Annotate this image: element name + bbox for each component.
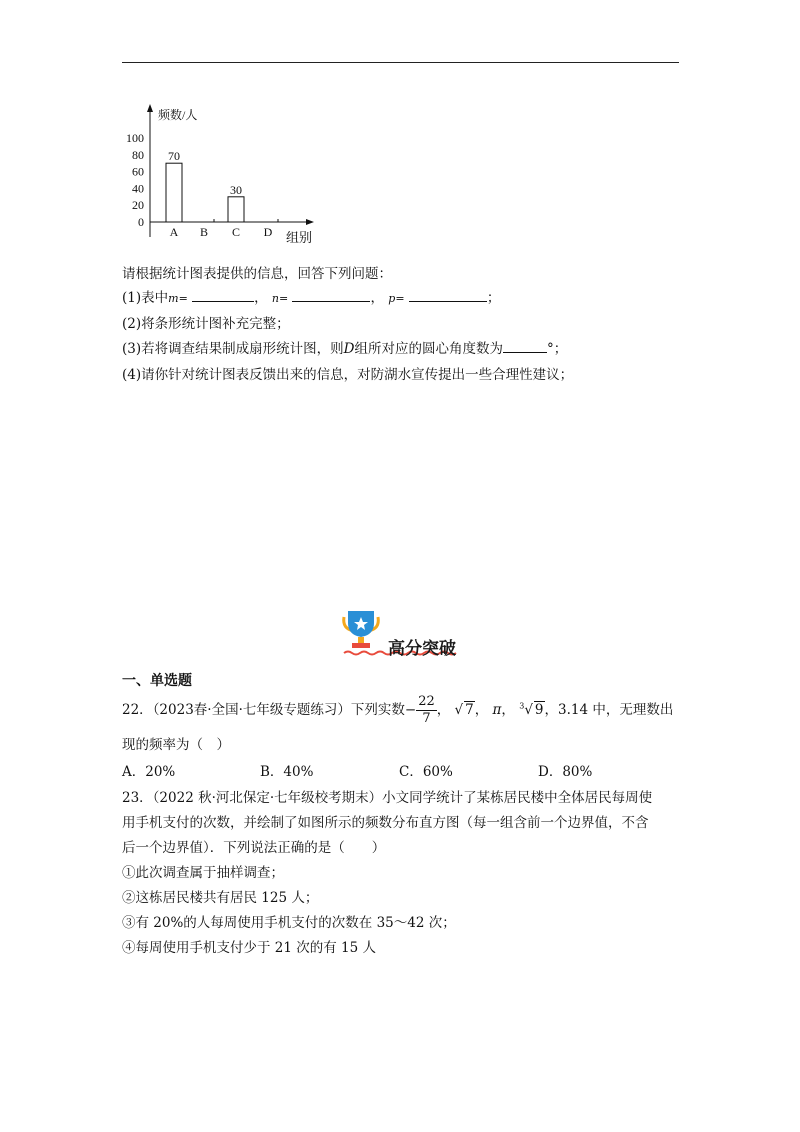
q22-text-b: ，3.14 中，无理数出 xyxy=(544,702,674,718)
q22-option-c[interactable]: C．60% xyxy=(399,764,453,780)
cbrt-icon: √ xyxy=(524,702,533,718)
eq-m: = xyxy=(178,292,188,305)
q22-minus: − xyxy=(404,702,417,718)
eq-p: = xyxy=(395,292,405,305)
x-tick-A: A xyxy=(169,225,179,239)
y-tick-label: 40 xyxy=(132,181,144,196)
y-tick-label: 80 xyxy=(132,147,144,162)
q22-option-d[interactable]: D．80% xyxy=(538,764,593,780)
question-2: (2)将条形统计图补充完整； xyxy=(122,316,290,332)
q22-sep3: ， xyxy=(501,702,515,718)
x-axis-label: 组别 xyxy=(286,230,313,245)
bar-A xyxy=(166,163,182,222)
section-title: 一、单选题 xyxy=(122,673,192,689)
x-axis-arrow xyxy=(306,219,314,225)
q22-line1 xyxy=(122,694,673,727)
q22-line2: 现的频率为（ ） xyxy=(122,737,230,753)
data-label-C: 30 xyxy=(230,182,242,197)
q22-pi: π xyxy=(492,702,502,718)
blank-m[interactable] xyxy=(192,288,254,302)
question-intro: 请根据统计图表提供的信息，回答下列问题： xyxy=(122,266,392,282)
var-n: n xyxy=(271,292,279,305)
q23-statement-2: ②这栋居民楼共有居民 125 人； xyxy=(122,890,319,906)
q1-prefix: (1)表中 xyxy=(122,290,169,306)
bar-chart xyxy=(118,102,328,252)
y-tick-label: 60 xyxy=(132,164,144,179)
q22-source: （2023春·全国·七年级专题练习） xyxy=(152,702,351,718)
frac-numerator: 22 xyxy=(418,694,435,709)
q22-option-a[interactable]: A．20% xyxy=(122,764,176,780)
q3-end: °； xyxy=(546,341,568,357)
x-tick-B: B xyxy=(199,225,209,239)
q23-line1: 23．（2022 秋·河北保定·七年级校考期末）小文同学统计了某栋居民楼中全体居民每周使 xyxy=(122,790,653,806)
q22-cbrt-index: 3 xyxy=(519,701,525,711)
data-label-A: 70 xyxy=(168,149,180,164)
question-1 xyxy=(122,286,500,306)
bar-C xyxy=(228,197,244,222)
q22-num: 22． xyxy=(122,702,153,718)
q22-option-b[interactable]: B．40% xyxy=(260,764,314,780)
q22-text-a: 下列实数 xyxy=(350,702,405,718)
q3-suffix: 组所对应的圆心角度数为 xyxy=(354,341,503,357)
q3-prefix: (3)若将调查结果制成扇形统计图，则 xyxy=(122,341,344,357)
blank-p[interactable] xyxy=(409,288,487,302)
var-p: p xyxy=(388,292,396,305)
question-3 xyxy=(122,337,567,357)
q22-fraction xyxy=(416,694,437,727)
frac-denominator: 7 xyxy=(422,711,431,726)
q22-sep1: ， xyxy=(436,702,451,718)
blank-angle[interactable] xyxy=(503,339,547,353)
semi-1: ； xyxy=(486,290,501,306)
q22-sqrt7: 7 xyxy=(465,702,474,718)
q23-line2: 用手机支付的次数，并绘制了如图所示的频数分布直方图（每一组含前一个边界值，不含 xyxy=(122,815,649,831)
q23-statement-3: ③有 20%的人每周使用手机支付的次数在 35～42 次； xyxy=(122,915,456,931)
q23-statement-4: ④每周使用手机支付少于 21 次的有 15 人 xyxy=(122,940,377,956)
q22-sep2: ， xyxy=(474,702,489,718)
q22-cbrt9: 9 xyxy=(534,702,544,718)
y-axis-label: 频数/人 xyxy=(158,108,198,122)
y-tick-label: 20 xyxy=(132,198,144,213)
q23-statement-1: ①此次调查属于抽样调查； xyxy=(122,865,284,881)
comma-2: ， xyxy=(370,290,384,306)
y-tick-label: 0 xyxy=(138,215,144,229)
blank-n[interactable] xyxy=(292,288,370,302)
var-d: D xyxy=(343,341,355,357)
sqrt-icon: √ xyxy=(454,702,464,718)
comma-1: ， xyxy=(254,290,268,306)
y-tick-label: 100 xyxy=(126,131,144,145)
var-m: m xyxy=(168,292,179,305)
eq-n: = xyxy=(278,292,289,305)
y-axis-arrow xyxy=(147,104,153,112)
x-tick-C: C xyxy=(231,225,241,239)
question-4: (4)请你针对统计图表反馈出来的信息，对防湖水宣传提出一些合理性建议； xyxy=(122,367,574,383)
trophy-icon xyxy=(344,611,379,648)
header-rule xyxy=(122,62,679,63)
x-tick-D: D xyxy=(263,225,273,239)
q23-line3: 后一个边界值）．下列说法正确的是（ ） xyxy=(122,840,386,856)
badge-title: 高分突破 xyxy=(388,639,456,659)
